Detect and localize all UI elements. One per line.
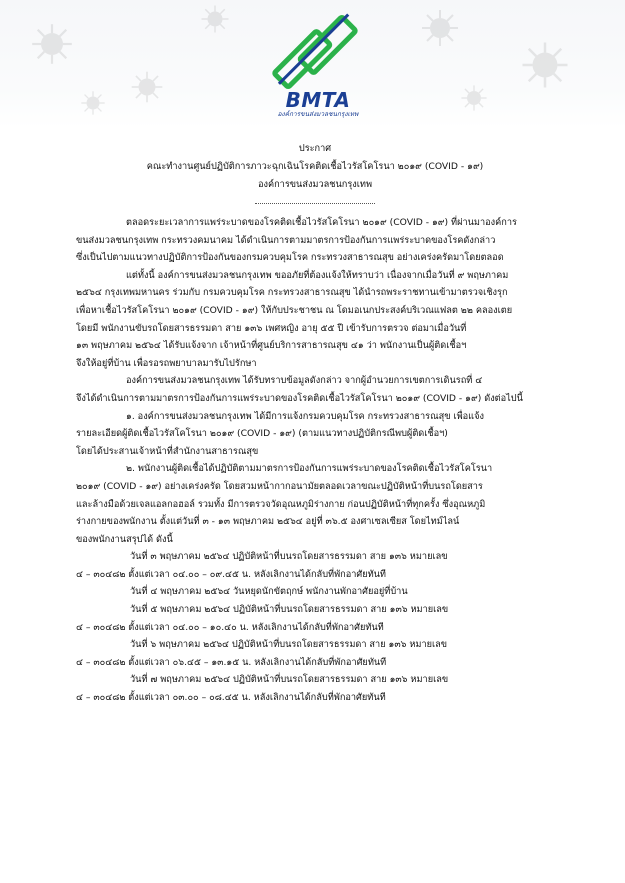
text-line: ๑. องค์การขนส่งมวลชนกรุงเทพ ได้มีการแจ้งกรมควบคุมโรค กระทรวงสาธารณสุข เพื่อแจ้ง [126, 410, 484, 422]
logo-subtext: องค์การขนส่งมวลชนกรุงเทพ [277, 110, 359, 118]
text-line: ๒. พนักงานผู้ติดเชื้อได้ปฏิบัติตามมาตรการป้องกันการแพร่ระบาดของโรคติดเชื้อไวรัสโคโรนา [126, 463, 493, 475]
timeline-detail-line: ๔ – ๓๐๔๘๒ ตั้งแต่เวลา ๐๓.๐๐ – ๐๘.๔๕ น. หลังเลิกงานได้กลับที่พักอาศัยทันที [76, 692, 386, 704]
text-line: โดยมี พนักงานขับรถโดยสารธรรมดา สาย ๑๓๖ เพศหญิง อายุ ๕๕ ปี เข้ารับการตรวจ ต่อมาเมื่อวันที่ [76, 322, 467, 334]
text-line: จึงให้อยู่ที่บ้าน เพื่อรอรถพยาบาลมารับไปรักษา [76, 357, 257, 369]
virus-icon [460, 84, 488, 112]
timeline-date-line: วันที่ ๕ พฤษภาคม ๒๕๖๔ ปฏิบัติหน้าที่บนรถโดยสารธรรมดา สาย ๑๓๖ หมายเลข [130, 604, 449, 616]
logo-text: BMTA [285, 88, 351, 112]
text-line: โดยได้ประสานเจ้าหน้าที่สำนักงานสาธารณสุข [76, 445, 259, 457]
timeline-entry [76, 636, 554, 671]
paragraph-1 [76, 214, 554, 267]
virus-icon [30, 22, 74, 66]
text-line: แต่ทั้งนี้ องค์การขนส่งมวลชนกรุงเทพ ขออภัยที่ต้องแจ้งให้ทราบว่า เนื่องจากเมื่อวันที่ ๙ พฤษภาคม [126, 269, 509, 281]
text-line: ซึ่งเป็นไปตามแนวทางปฏิบัติการป้องกันของกรมควบคุมโรค กระทรวงสาธารณสุข อย่างเคร่งครัดมาโดยตลอด [76, 252, 504, 264]
paragraph-2 [76, 267, 554, 373]
virus-icon [520, 40, 570, 90]
list-item-1 [76, 408, 554, 461]
title-committee: คณะทำงานศูนย์ปฏิบัติการภาวะฉุกเฉินโรคติดเชื้อไวรัสโคโรนา ๒๐๑๙ (COVID - ๑๙) [146, 161, 484, 172]
timeline-entry [76, 548, 554, 583]
title-announcement: ประกาศ [298, 143, 332, 154]
text-line: จึงได้ดำเนินการตามมาตรการป้องกันการแพร่ระบาดของโรคติดเชื้อไวรัสโคโรนา ๒๐๑๙ (COVID - ๑๙) ดังต่อไปนี้ [76, 392, 523, 404]
timeline-entry [76, 671, 554, 706]
text-line: เพื่อหาเชื้อไวรัสโคโรนา ๒๐๑๙ (COVID - ๑๙) ให้กับประชาชน ณ โดมอเนกประสงค์บริเวณแฟลต ๒๒ คลองเตย [76, 304, 513, 316]
timeline-entry [76, 601, 554, 636]
text-line: ขนส่งมวลชนกรุงเทพ กระทรวงคมนาคม ได้ดำเนินการตามมาตรการป้องกันการแพร่ระบาดของโรคดังกล่าว [76, 234, 496, 246]
text-line: ร่างกายของพนักงาน ตั้งแต่วันที่ ๓ - ๑๓ พฤษภาคม ๒๕๖๔ อยู่ที่ ๓๖.๕ องศาเซลเซียส โดยไทม์ไลน์ [76, 516, 460, 528]
virus-icon [200, 4, 230, 34]
timeline-detail-line: ๔ – ๓๐๔๘๒ ตั้งแต่เวลา ๐๔.๐๐ – ๐๙.๔๕ น. หลังเลิกงานได้กลับที่พักอาศัยทันที [76, 568, 386, 580]
virus-icon [130, 70, 164, 104]
text-line: ของพนักงานสรุปได้ ดังนี้ [76, 533, 173, 545]
timeline-detail-line: ๔ – ๓๐๔๘๒ ตั้งแต่เวลา ๐๖.๔๕ – ๑๓.๑๕ น. หลังเลิกงานได้กลับที่พักอาศัยทันที [76, 656, 387, 668]
timeline-date-line: วันที่ ๔ พฤษภาคม ๒๕๖๔ วันหยุดนักขัตฤกษ์ พนักงานพักอาศัยอยู่ที่บ้าน [130, 586, 408, 598]
timeline-date-line: วันที่ ๓ พฤษภาคม ๒๕๖๔ ปฏิบัติหน้าที่บนรถโดยสารธรรมดา สาย ๑๓๖ หมายเลข [130, 551, 448, 563]
text-line: ๒๕๖๔ กรุงเทพมหานคร ร่วมกับ กรมควบคุมโรค กระทรวงสาธารณสุข ได้นำรถพระราชทานเข้ามาตรวจเชิงรุก [76, 287, 508, 299]
announcement-document [76, 140, 554, 707]
virus-icon [420, 8, 460, 48]
text-line: รายละเอียดผู้ติดเชื้อไวรัสโคโรนา ๒๐๑๙ (COVID - ๑๙) (ตามแนวทางปฏิบัติกรณีพบผู้ติดเชื้อฯ) [76, 428, 448, 440]
text-line: ๒๐๑๙ (COVID - ๑๙) อย่างเคร่งครัด โดยสวมหน้ากากอนามัยตลอดเวลาขณะปฏิบัติหน้าที่บนรถโดยสาร [76, 480, 483, 492]
text-line: และล้างมือด้วยเจลแอลกอฮอล์ รวมทั้ง มีการตรวจวัดอุณหภูมิร่างกาย ก่อนปฏิบัติหน้าที่ทุกครั้ง ซึ่งอุณหภูมิ [76, 498, 486, 510]
virus-icon [80, 90, 106, 116]
timeline-detail-line: ๔ – ๓๐๔๘๒ ตั้งแต่เวลา ๐๔.๐๐ – ๑๐.๔๐ น. หลังเลิกงานได้กลับที่พักอาศัยทันที [76, 621, 384, 633]
text-line: ๑๓ พฤษภาคม ๒๕๖๔ ได้รับแจ้งจาก เจ้าหน้าที่ศูนย์บริการสาธารณสุข ๔๑ ว่า พนักงานเป็นผู้ติดเชื้อฯ [76, 340, 467, 352]
timeline-date-line: วันที่ ๖ พฤษภาคม ๒๕๖๔ ปฏิบัติหน้าที่บนรถโดยสารธรรมดา สาย ๑๓๖ หมายเลข [130, 639, 448, 651]
timeline-date-line: วันที่ ๗ พฤษภาคม ๒๕๖๔ ปฏิบัติหน้าที่บนรถโดยสารธรรมดา สาย ๑๓๖ หมายเลข [130, 674, 449, 686]
timeline-entry [76, 583, 554, 601]
text-line: ตลอดระยะเวลาการแพร่ระบาดของโรคติดเชื้อไวรัสโคโรนา ๒๐๑๙ (COVID - ๑๙) ที่ผ่านมาองค์การ [126, 217, 517, 228]
paragraph-3 [76, 372, 554, 407]
title-organization: องค์การขนส่งมวลชนกรุงเทพ [257, 179, 373, 190]
title-block [76, 140, 554, 194]
list-item-2 [76, 460, 554, 548]
text-line: องค์การขนส่งมวลชนกรุงเทพ ได้รับทราบข้อมูลดังกล่าว จากผู้อำนวยการเขตการเดินรถที่ ๔ [126, 375, 483, 387]
title-divider [255, 199, 375, 204]
header-band [0, 0, 625, 128]
timeline [76, 548, 554, 706]
